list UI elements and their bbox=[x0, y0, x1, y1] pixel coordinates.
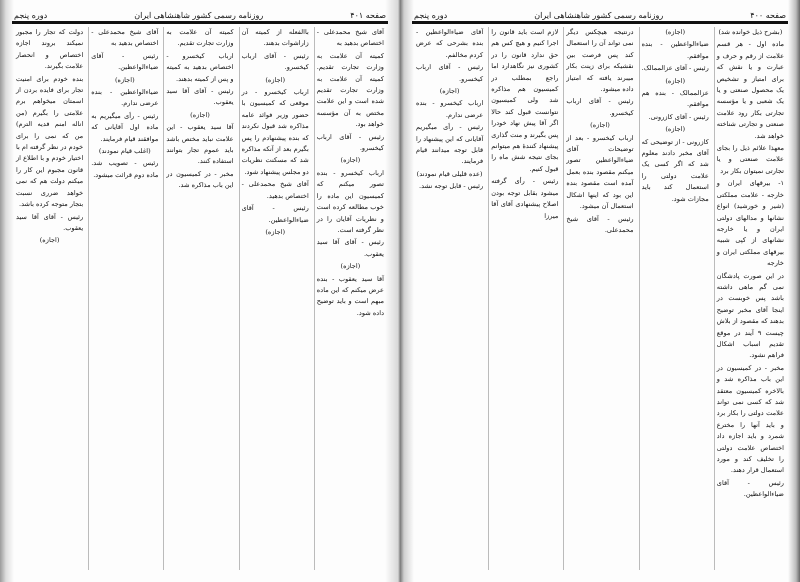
paragraph: ضیاءالواعظین - بنده عرضی ندارم. bbox=[91, 88, 159, 108]
paragraph: ارباب کیخسرو - بنده تصور میکنم که کمیسیون این ماده را خوب مطالعه کرده است و نظریات آقایان را در نظر گرفته است. bbox=[316, 168, 384, 234]
paragraph: آقای شیخ محمدعلی - اختصاص بدهید به bbox=[316, 28, 384, 48]
text-column bbox=[163, 27, 235, 570]
text-column bbox=[563, 27, 635, 570]
paragraph: رئیس - آقای کازرونی. bbox=[648, 112, 709, 121]
paragraph: معهذا علائم ذیل را بجای علامت صنعتی و یا تجارتی نمیتوان بکار برد bbox=[716, 144, 784, 175]
paragraph: ضیاءالواعظین - بنده موافقم. bbox=[641, 40, 709, 60]
paragraph: آقا سید یعقوب - بنده عرض میکنم که این ماده مبهم است و باید توضیح داده شود. bbox=[316, 274, 384, 317]
paragraph: (اجازه) bbox=[590, 121, 610, 130]
paragraph: رئیس - آقای ضیاءالواعظین. bbox=[716, 478, 784, 499]
paragraph: مخبر - در کمیسیون در این باب مذاکره شد. bbox=[166, 169, 234, 190]
paragraph: لازم است باید قانون را اجرا کنیم و هیچ کس هم حق ندارد قانون را در کشوری نیز نگاهدارد اما راجع بمطلب در کمیسیون هم مذاکره شد ولی کمیسیون نتوانست قبول کند حالا اگر آقا پیش نهاد خودرا پس بگیرند و منت گذاری پیشنهاد کنندهٔ هم میتوانم بجای نتیجه شش ماه را قبول کنیم. bbox=[491, 28, 559, 173]
paragraph: رئیس - رأی گرفته میشود بقابل توجه بودن اصلاح پیشنهادی آقای آقا میرزا bbox=[491, 177, 559, 220]
paragraph: باالفعله از کمیته آن زاراشوات بدهند. bbox=[241, 28, 309, 48]
header-rule bbox=[412, 21, 788, 24]
paragraph: ارباب کیخسرو - بنده عرضی ندارم. bbox=[415, 99, 484, 119]
period-label: دوره پنجم bbox=[14, 11, 48, 20]
text-column bbox=[639, 27, 711, 570]
paragraph: (اجازه) bbox=[265, 227, 286, 236]
paragraph: (اجازه) bbox=[340, 262, 361, 271]
paragraph: (اجازه) bbox=[265, 75, 286, 84]
paragraph: آقای ضیاءالواعظین - بنده بشرحی که عرض کردم مخالفم. bbox=[415, 28, 484, 59]
page-header bbox=[414, 6, 786, 20]
paragraph: رئیس - رأی میگیریم آقایانی که این پیشنهاد را قابل توجه میدانند قیام فرمایند. bbox=[415, 123, 484, 166]
text-column bbox=[488, 27, 560, 570]
paragraph: بنده خودم برای امنیت تجار برای فایده بردن از اسمتان میخواهم برم علامتی را بگیرم (من اناله امنم فدیه الترم) من که نمی را برای خودم در نظر گرفته ام با اختیار خودم و با اطلاع از قانون مجبوم این کار را میکنم دولت هم که نمی خواهد ضرری نسبت بتجار متوجه کرده باشد. bbox=[15, 74, 84, 209]
paragraph: ارباب کیخسرو - در موقعی که کمیسیون با حضور وزیر فوائد عامه مذاکره شد قبول نکردند که بنده پیشنهادم را پس بگیرم بعد از آنکه مذاکره شد که مسکنت نظریات دو مجلس پیشنهاد شود. bbox=[241, 88, 309, 176]
paragraph: رئیس - تصویب شد. ماده دوم قرائت میشود. bbox=[91, 159, 159, 179]
paragraph: (اجازه) bbox=[665, 125, 686, 134]
header-rule bbox=[12, 21, 388, 24]
text-column bbox=[314, 27, 386, 570]
page-number: صفحه ۴۰۰ bbox=[750, 11, 786, 20]
page-header bbox=[14, 6, 386, 20]
paragraph: رئیس - آقای آقا سید یعقوب. bbox=[166, 87, 234, 107]
paragraph: رئیس - آقای آقا سید یعقوب. bbox=[15, 212, 84, 232]
text-column bbox=[414, 27, 485, 570]
paragraph: رئیس - آقای ارباب کیخسرو. bbox=[415, 63, 484, 83]
paragraph: رئیس - آقای ضیاءالواعظین. bbox=[241, 204, 309, 224]
text-column bbox=[88, 27, 160, 570]
paragraph: (اغلب قیام نمودند) bbox=[98, 147, 151, 156]
paragraph: (اجازه) bbox=[39, 236, 60, 245]
paragraph: آقای شیخ محمدعلی - اختصاص بدهید. bbox=[241, 180, 309, 200]
paragraph: کمیته آن علامت به وزارت تجارت تقدیم. کمیته آن علامت به وزارت تجارت تقدیم شده است و این علامت مختص به آن مؤسسه خواهد بود. bbox=[316, 51, 384, 129]
paragraph: (عده قلیلی قیام نمودند) bbox=[416, 169, 483, 178]
paragraph: ۱- بیرقهای ایران و خارجه - علامت مملکتی (شیر و خورشید) انواع نشانها و مدالهای دولتی ایران و یا خارجه نشانهای از کپی شبیه بیرقهای مملکتی ایران و خارجه bbox=[716, 179, 784, 268]
paragraph: آقای شیخ محمدعلی - اختصاص بدهید به bbox=[91, 28, 159, 48]
paragraph: ارباب کیخسرو - بعد از توضیحات آقای ضیاءالواعظین تصور میکنم مقصود بنده بعمل آمده است مقصود بنده این بود که اینها اشکال استعمال آن میشود. bbox=[566, 133, 634, 211]
text-column bbox=[239, 27, 311, 570]
text-column bbox=[714, 27, 786, 570]
paragraph: (اجازه) bbox=[114, 75, 135, 84]
paragraph: عزالممالک - بنده هم موافقم. bbox=[641, 89, 709, 109]
paragraph: رئیس - آقای ارباب کیخسرو. bbox=[241, 51, 309, 72]
paragraph: آقا سید یعقوب - این علامت نباید مختص باشد باید عموم تجار بتوانند استفاده کنند. bbox=[166, 123, 234, 166]
paragraph: رئیس - آقای ارباب کیخسرو. bbox=[316, 132, 384, 153]
paragraph: کمیته آن علامت به وزارت تجارت تقدیم. bbox=[166, 28, 234, 48]
paragraph: رئیس - آقای ضیاءالواعظین. bbox=[91, 51, 159, 72]
paragraph: رئیس - آقای ارباب کیخسرو. bbox=[566, 97, 634, 117]
paragraph: مخبر - در کمیسیون در این باب مذاکره شد و بالاخره کمیسیون معتقد شد که کسی نمی تواند علامت دولتی را بکار برد و باید آنها را مخترع شمرد و باید اجازه داد اختصاص علامت دولتی را تخلیف کند و مورد استعمال قرار دهند. bbox=[716, 363, 784, 475]
paragraph: ماده اول - هر قسم علامت از رقم و حرف و عبارت و یا نقش که برای امتیاز و تشخیص یک محصول صنعتی و یا یک شعبی و یا مؤسسه تجارتی بکار رود علامت صنعتی و تجارتی شناخته خواهد شد. bbox=[716, 40, 784, 140]
paragraph: کازرونی - از توضیحی که آقای مخبر دادند معلوم شد که اگر کسی یک علامت دولتی را استعمال کند باید مجازات شود. bbox=[641, 137, 709, 203]
paragraph: دولت که تجار را مجبور نمیکند بروند اجازه اختصاص و انحصار علامت بگیرند. bbox=[15, 28, 84, 71]
paragraph: درنتیجه هیچکس دیگر نمی تواند آن را استعمال کند پس فرصت بین نقشیکه برای زینت بکار میبرند یافته که امتیاز داده میشود. bbox=[566, 28, 634, 94]
page-right bbox=[400, 0, 800, 582]
paragraph: ارباب کیخسرو - اختصاص بدهید به کمیته و پس از کمیته بدهند. bbox=[166, 51, 234, 83]
newspaper-title: روزنامه رسمی کشور شاهنشاهی ایران bbox=[134, 11, 264, 20]
paragraph: رئیس - آقای شیخ محمدعلی. bbox=[566, 214, 634, 234]
text-column bbox=[14, 27, 85, 570]
paragraph: رئیس - قابل توجه نشد. bbox=[419, 182, 484, 191]
paragraph: (اجازه) bbox=[665, 28, 686, 36]
columns bbox=[14, 27, 386, 570]
paragraph: (اجازه) bbox=[190, 110, 210, 119]
paragraph: رئیس - رأی میگیریم به ماده اول آقایانی که موافقند قیام فرمایند. bbox=[91, 111, 159, 143]
paragraph: رئیس - آقای عزالممالک. bbox=[641, 64, 709, 73]
paragraph: رئیس - آقای آقا سید یعقوب. bbox=[316, 238, 384, 258]
period-label: دوره پنجم bbox=[414, 11, 448, 20]
paragraph: (بشرح ذیل خوانده شد) bbox=[718, 28, 783, 36]
paragraph: (اجازه) bbox=[665, 76, 686, 85]
paragraph: (اجازه) bbox=[439, 87, 460, 96]
page-number: صفحه ۴۰۱ bbox=[350, 11, 386, 20]
columns bbox=[414, 27, 786, 570]
paragraph: در این صورت پادشگان نمی گم ماهی داشته باشد پس خوبست در اینجا آقای مخبر توضیح بدهند که مقصود از بلاش چیست ۹ آیند در موقع تقدیم اسباب اشکال فراهم نشود. bbox=[716, 271, 784, 360]
newspaper-title: روزنامه رسمی کشور شاهنشاهی ایران bbox=[534, 11, 664, 20]
paragraph: (اجازه) bbox=[340, 156, 361, 165]
